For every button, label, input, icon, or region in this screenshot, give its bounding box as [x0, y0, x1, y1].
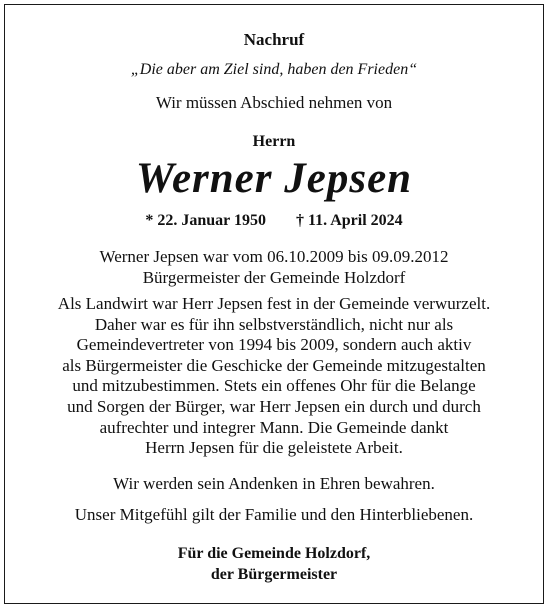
notice-heading: Nachruf	[243, 30, 305, 49]
memorial-quote: „Die aber am Ziel sind, haben den Frieden“	[130, 61, 418, 78]
text-line: Daher war es für ihn selbstverständlich, nicht nur als	[94, 314, 454, 334]
deceased-name: Werner Jepsen	[135, 155, 413, 202]
obituary-notice	[4, 4, 544, 604]
text-line: Als Landwirt war Herr Jepsen fest in der Gemeinde verwurzelt.	[57, 294, 491, 313]
text-line: Gemeindevertreter von 1994 bis 2009, sondern auch aktiv	[76, 335, 472, 355]
text-line: Bürgermeister der Gemeinde Holzdorf	[142, 267, 406, 287]
life-dates	[5, 212, 543, 230]
signature-block	[5, 543, 543, 585]
text-line: und Sorgen der Bürger, war Herr Jepsen ein durch und durch	[67, 396, 481, 416]
text-line: Wir werden sein Andenken in Ehren bewahren.	[113, 474, 435, 493]
text-line: als Bürgermeister die Geschicke der Gemeinde mitzugestalten	[62, 355, 486, 375]
death-date: † 11. April 2024	[295, 212, 403, 229]
text-line: Unser Mitgefühl gilt der Familie und den Hinterbliebenen.	[74, 505, 474, 524]
salutation: Herrn	[252, 133, 296, 150]
signature-line: der Bürgermeister	[210, 566, 338, 583]
tenure-paragraph	[5, 247, 543, 288]
text-line: und mitzubestimmen. Stets ein offenes Ohr für die Belange	[72, 376, 476, 396]
tribute-paragraph	[5, 294, 543, 459]
condolence-paragraph	[5, 505, 543, 526]
text-line: Herrn Jepsen für die geleistete Arbeit.	[145, 438, 403, 458]
text-line: Werner Jepsen war vom 06.10.2009 bis 09.09.2012	[99, 247, 449, 266]
farewell-intro: Wir müssen Abschied nehmen von	[155, 93, 393, 112]
birth-date: * 22. Januar 1950	[145, 212, 266, 229]
signature-line: Für die Gemeinde Holzdorf,	[177, 545, 371, 562]
remembrance-paragraph	[5, 474, 543, 495]
text-line: aufrechter und integrer Mann. Die Gemeinde dankt	[99, 417, 449, 437]
